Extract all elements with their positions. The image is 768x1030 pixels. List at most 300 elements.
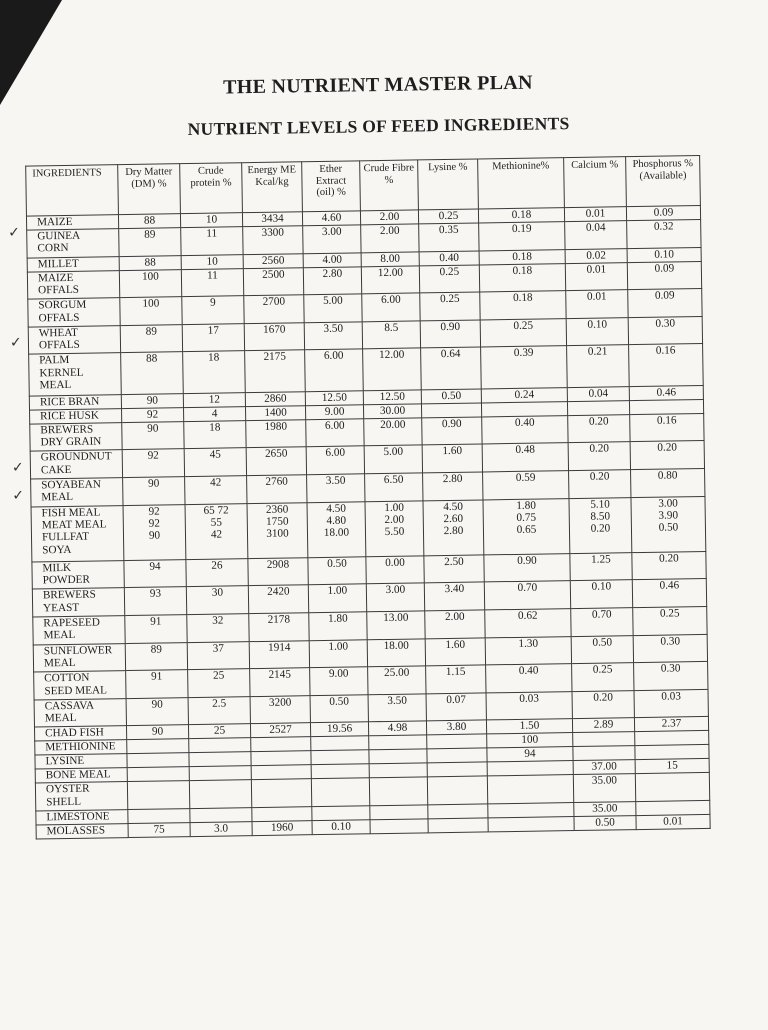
cell-value: 9.00 [324,405,345,418]
cell-value: 0.18 [512,250,533,263]
value-cell [307,474,365,503]
value-cell [421,347,482,389]
value-cell [428,818,488,833]
cell-value: 0.24 [514,388,535,401]
cell-value: 2178 [267,613,291,626]
ingredient-cell: MAIZE OFFALS [27,270,119,299]
cell-value: 0.20 [589,442,610,456]
cell-value: 3.40 [444,583,465,596]
value-cell [573,732,635,747]
value-cell [424,555,484,584]
cell-value: 18 [209,421,221,434]
value-cell [305,349,364,391]
value-cell [311,736,369,751]
value-cell [180,213,242,228]
value-cell [366,556,424,585]
ingredient-cell: RICE HUSK [30,408,122,423]
cell-value: 32 [212,614,224,627]
value-cell [572,690,634,719]
cell-value [315,765,366,766]
cell-value [491,775,570,776]
value-cell [360,210,418,225]
value-cell [370,805,428,820]
value-cell [629,385,703,400]
value-cell [633,606,707,635]
cell-value: 4 [211,407,218,420]
cell-value: 35.00 [591,774,618,788]
cell-value: 6.00 [325,446,346,460]
cell-value [430,735,483,736]
value-cell [308,557,366,586]
value-cell [304,322,362,351]
value-cell [634,662,708,691]
value-cell [242,212,302,227]
value-cell [247,475,307,504]
value-cell [307,501,366,557]
cell-value: 0.20 [589,470,610,483]
cell-value: 0.04 [585,221,606,234]
cell-value [373,778,424,779]
cell-value: 0.70 [517,581,538,595]
page-title: THE NUTRIENT MASTER PLAN [222,71,533,99]
value-cell [367,638,425,667]
value-cell [188,669,250,698]
value-cell [566,317,628,346]
cell-value: 2420 [267,585,290,599]
value-cell [190,808,252,823]
value-cell [627,219,701,248]
value-cell [632,579,706,608]
cell-value: 2.60 [443,512,464,526]
value-cell [568,442,630,471]
cell-value: 0.00 [385,556,405,569]
cell-value [131,781,186,782]
cell-value: 0.25 [439,265,460,278]
value-cell [126,725,188,740]
cell-value [372,750,423,751]
cell-value: 1.60 [445,638,466,651]
value-cell [631,468,705,497]
ingredient-cell: SOYABEAN MEAL [31,478,123,507]
header-lysine: Lysine % [418,159,479,210]
value-cell [187,641,249,670]
cell-value: 0.35 [438,223,459,237]
value-cell [480,318,566,347]
cell-value: 2145 [268,668,291,681]
cell-value: 25.00 [384,666,410,680]
value-cell [304,294,362,323]
value-cell [626,205,700,220]
cell-value: 0.18 [511,208,532,221]
cell-value [193,766,248,767]
value-cell [124,587,186,616]
cell-value: 2.00 [444,610,465,623]
value-cell [247,502,308,558]
value-cell [635,745,709,760]
cell-value: 1.30 [518,637,539,650]
value-cell [566,290,628,319]
value-cell [481,346,568,389]
cell-value: 100 [521,733,539,747]
cell-value: 5.00 [383,446,404,459]
value-cell [426,720,486,735]
cell-value: 3.0 [214,822,229,835]
cell-value: 0.20 [659,552,679,565]
cell-value: 94 [149,560,161,573]
cell-value: 0.20 [588,415,609,428]
cell-value: 11 [206,269,218,282]
cell-value: 3.50 [325,474,346,487]
value-cell [249,640,309,669]
value-cell [302,211,360,226]
cell-value: 0.90 [517,554,537,567]
cell-value: 0.50 [595,816,615,829]
cell-value: 0.07 [446,693,466,706]
value-cell [305,405,363,420]
cell-value: 3.00 [321,225,342,238]
cell-value: 92 [148,505,160,518]
cell-value: 1.00 [384,501,404,514]
cell-value: 90 [148,529,161,543]
value-cell [369,763,427,778]
value-cell [628,289,702,318]
value-cell [120,297,182,326]
cell-value: 1670 [262,323,286,336]
cell-value: 2.80 [443,525,464,538]
value-cell [627,247,701,262]
cell-value: 0.70 [591,608,612,621]
cell-value: 0.40 [439,251,460,264]
header-energy: Energy ME Kcal/kg [242,162,303,213]
value-cell [567,345,630,387]
cell-value: 4.00 [322,253,343,266]
cell-value: 12.50 [321,391,348,404]
cell-value [255,807,308,808]
value-cell [427,748,487,763]
value-cell [426,693,486,722]
cell-value: 6.00 [380,293,401,307]
nutrient-table [25,155,711,839]
cell-value [254,752,307,753]
value-cell [480,291,566,320]
cell-value: 6.50 [383,473,404,486]
cell-value: 92 [148,517,161,530]
value-cell [251,765,311,780]
cell-value: 89 [144,228,156,241]
ingredient-cell: MAIZE [26,215,118,230]
value-cell [122,421,184,450]
value-cell [424,582,484,611]
cell-value: 8.00 [380,252,401,265]
cell-value: 4.80 [326,514,347,527]
value-cell [309,612,367,641]
value-cell [486,691,572,720]
cell-value: 0.50 [327,557,347,570]
value-cell [422,417,482,446]
cell-value [314,751,365,752]
cell-value: 45 [209,448,221,462]
value-cell [310,694,368,723]
cell-value: 0.64 [440,348,461,361]
ingredient-cell: BREWERS DRY GRAIN [30,422,122,451]
value-cell [365,473,423,502]
ingredient-cell: FISH MEAL MEAT MEAL FULLFAT SOYA [31,505,124,562]
value-cell [487,747,573,762]
cell-value: 12.00 [379,349,405,362]
cell-value: 2700 [262,295,286,309]
cell-value [491,761,570,762]
cell-value: 92 [146,408,159,421]
cell-value: 12.00 [377,266,404,279]
cell-value: 0.10 [654,248,675,261]
ingredient-cell: OYSTER SHELL [35,782,127,811]
cell-value [373,764,424,765]
value-cell [121,352,184,394]
cell-value: 0.02 [586,249,607,262]
value-cell [122,449,184,478]
value-cell [127,739,189,754]
cell-value [372,736,423,737]
cell-value: 2.00 [379,224,400,238]
ingredient-cell: LYSINE [35,754,127,769]
cell-value: 0.50 [658,521,679,535]
cell-value [193,808,248,809]
cell-value: 0.10 [587,318,608,331]
value-cell [186,558,248,587]
value-cell [570,580,632,609]
value-cell [568,414,630,443]
value-cell [629,399,703,414]
value-cell [482,415,568,444]
value-cell [248,557,308,586]
cell-value [315,779,366,780]
cell-value: 0.32 [653,220,674,233]
value-cell [245,405,305,420]
value-cell [182,296,244,325]
cell-value: 0.19 [511,222,532,235]
cell-value [254,738,307,739]
cell-value: 2.00 [384,513,405,526]
ingredient-cell: CASSAVA MEAL [34,698,126,727]
cell-value: 0.09 [653,206,674,219]
cell-value [373,819,424,820]
cell-value: 0.10 [331,820,351,833]
value-cell [186,586,248,615]
cell-value: 2500 [262,268,285,281]
value-cell [422,444,482,473]
cell-value: 0.01 [586,263,607,276]
value-cell [571,635,633,664]
value-cell [361,252,419,267]
cell-value [192,738,247,739]
cell-value: 0.01 [585,207,606,220]
value-cell [312,820,370,835]
cell-value: 26 [211,559,223,572]
value-cell [126,670,188,699]
cell-value: 90 [147,422,159,435]
ingredient-cell: SUNFLOWER MEAL [33,643,125,672]
value-cell [630,413,704,442]
value-cell [369,735,427,750]
value-cell [189,780,251,809]
cell-value [192,752,247,753]
value-cell [627,261,701,290]
value-cell [574,815,636,830]
check-mark-icon: ✓ [12,487,25,504]
cell-value: 100 [141,270,159,283]
value-cell [488,816,574,831]
value-cell [308,584,366,613]
cell-value: 88 [144,256,156,269]
cell-value: 55 [210,516,222,529]
value-cell [569,497,632,553]
cell-value [638,731,705,732]
cell-value: 35.00 [592,802,618,815]
cell-value [425,403,478,404]
value-cell [425,610,485,639]
value-cell [573,760,635,775]
value-cell [361,224,419,253]
cell-value: 3.90 [658,509,679,522]
value-cell [251,751,311,766]
value-cell [479,222,565,251]
cell-value: 0.18 [512,264,533,277]
value-cell [119,269,181,298]
cell-value: 3100 [266,527,289,541]
value-cell [632,551,706,580]
cell-value: 0.25 [592,663,613,676]
value-cell [479,249,565,264]
cell-value: 30.00 [379,404,406,417]
value-cell [362,293,420,322]
cell-value: 2650 [264,447,288,461]
cell-value: 19.56 [326,722,353,736]
cell-value [491,817,570,818]
cell-value: 0.50 [441,389,462,402]
header-crude-protein: Crude protein % [180,163,243,214]
value-cell [182,323,244,352]
value-cell [121,407,183,422]
value-cell [485,609,571,638]
value-cell [303,252,361,267]
cell-value: 0.39 [513,347,534,360]
value-cell [127,753,189,768]
value-cell [189,752,251,767]
cell-value: 25 [213,669,225,682]
cell-value: 4.60 [321,211,342,224]
cell-value [255,766,308,767]
cell-value: 0.20 [590,522,611,536]
cell-value [431,763,484,764]
value-cell [249,613,309,642]
value-cell [188,696,250,725]
cell-value: 37 [212,642,224,655]
cell-value: 0.18 [512,291,533,305]
value-cell [183,406,245,421]
value-cell [635,731,709,746]
value-cell [126,697,188,726]
cell-value: 0.90 [441,417,462,430]
value-cell [310,667,368,696]
cell-value: 10 [206,255,218,268]
cell-value: 0.30 [655,317,676,330]
value-cell [245,391,305,406]
value-cell [128,808,190,823]
value-cell [190,822,252,837]
cell-value [431,804,484,805]
cell-value: 5.10 [590,498,610,511]
value-cell [312,806,370,821]
cell-value [638,745,705,746]
cell-value: 1960 [270,821,294,834]
ingredient-cell: CHAD FISH [34,726,126,741]
value-cell [309,639,367,668]
value-cell [426,665,486,694]
value-cell [311,764,369,779]
cell-value: 0.59 [515,471,536,484]
value-cell [427,734,487,749]
value-cell [120,324,182,353]
header-phosphorus: Phosphorus % (Available) [626,156,701,207]
cell-value: 42 [210,528,223,542]
value-cell [128,822,190,837]
cell-value: 0.09 [654,289,675,302]
cell-value: 1.15 [445,665,466,679]
cell-value: 0.01 [663,815,683,828]
value-cell [244,323,304,352]
header-ingredients: INGREDIENTS [26,165,119,216]
cell-value: 2760 [265,475,288,488]
cell-value: 0.25 [659,607,680,620]
value-cell [127,781,189,810]
value-cell [121,393,183,408]
value-cell [119,255,181,270]
cell-value [255,780,308,781]
cell-value: 2.80 [322,267,343,280]
cell-value: 1.80 [327,612,348,625]
cell-value: 91 [150,615,162,628]
cell-value: 3200 [268,696,292,709]
cell-value: 88 [146,352,158,366]
value-cell [571,608,633,637]
value-cell [245,350,306,392]
header-methionine: Methionine% [478,158,565,209]
ingredient-cell: MILLET [27,256,119,271]
cell-value: 90 [151,698,163,711]
cell-value [130,739,185,740]
value-cell [486,719,572,734]
value-cell [570,552,632,581]
cell-value: 3.50 [323,322,344,335]
cell-value: 6.00 [324,419,345,432]
value-cell [628,316,702,345]
value-cell [421,389,481,404]
cell-value: 1.80 [516,499,536,512]
cell-value: 2.37 [661,717,682,730]
check-mark-icon: ✓ [9,335,22,352]
cell-value [639,773,706,774]
cell-value: 3434 [261,212,284,225]
cell-value: 100 [142,297,160,310]
cell-value: 37.00 [591,760,617,774]
value-cell [189,766,251,781]
cell-value: 5.50 [384,526,405,539]
value-cell [127,767,189,782]
cell-value [314,737,365,738]
value-cell [569,470,631,499]
header-dry-matter: Dry Matter (DM) % [118,164,181,215]
value-cell [636,800,710,815]
